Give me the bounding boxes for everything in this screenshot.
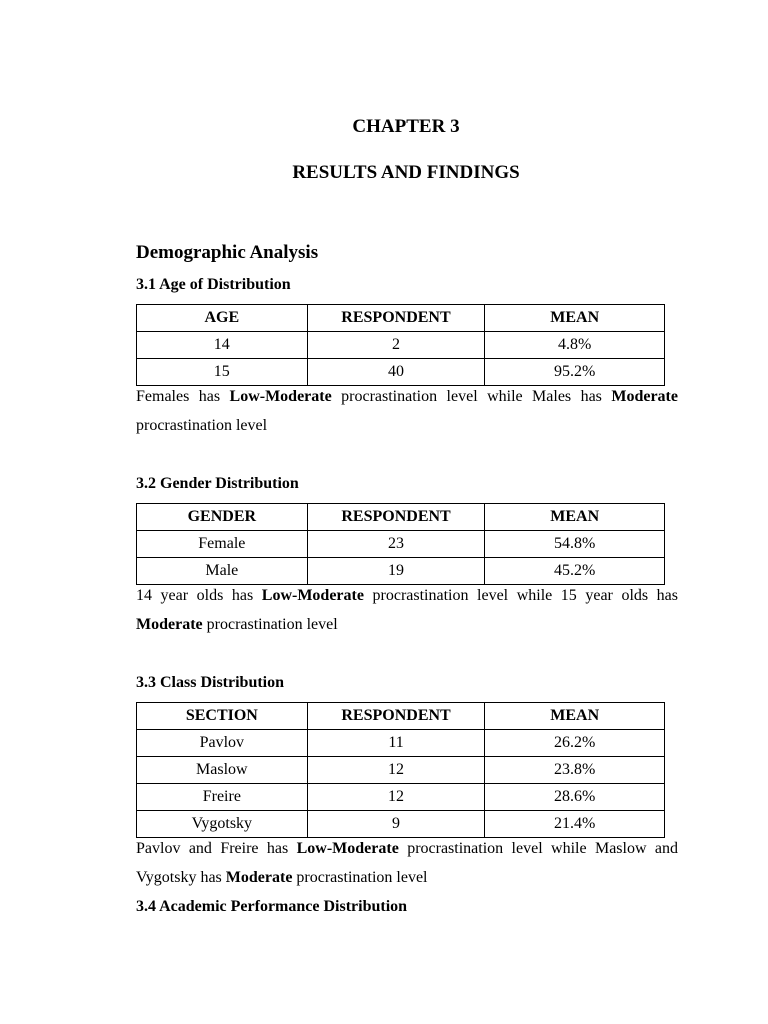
table-cell: Maslow (137, 757, 308, 784)
table-cell: 28.6% (485, 784, 665, 811)
note-text: 14 year olds has (136, 587, 262, 604)
class-distribution-note (136, 834, 678, 892)
column-header: RESPONDENT (307, 504, 485, 531)
note-emphasis: Moderate (225, 869, 293, 886)
note-emphasis: Low-Moderate (296, 840, 399, 857)
note-emphasis: Moderate (611, 388, 678, 405)
table-header-row (137, 305, 665, 332)
table-cell: 40 (307, 359, 485, 386)
note-emphasis: Low-Moderate (261, 587, 364, 604)
table-header-row (137, 703, 665, 730)
gender-distribution-heading: 3.2 Gender Distribution (136, 475, 299, 492)
table-cell: 12 (307, 757, 485, 784)
table-cell: 45.2% (485, 558, 665, 585)
note-text: procrastination level while Males has (331, 388, 612, 405)
chapter-title: RESULTS AND FINDINGS (292, 162, 520, 183)
note-text: procrastination level (202, 616, 338, 633)
column-header: GENDER (137, 504, 308, 531)
table-cell: 23 (307, 531, 485, 558)
column-header: MEAN (485, 504, 665, 531)
age-distribution-note (136, 382, 678, 440)
table-cell: 14 (137, 332, 308, 359)
gender-distribution-note (136, 581, 678, 639)
gender-distribution-table (136, 503, 665, 585)
table-cell: 12 (307, 784, 485, 811)
table-header-row (137, 504, 665, 531)
age-distribution-table (136, 304, 665, 386)
class-distribution-heading: 3.3 Class Distribution (136, 674, 285, 691)
note-text: procrastination level (136, 417, 268, 434)
table-cell: Male (137, 558, 308, 585)
table-cell: 11 (307, 730, 485, 757)
table-cell: 21.4% (485, 811, 665, 838)
class-distribution-table (136, 702, 665, 838)
table-row (137, 531, 665, 558)
table-cell: 23.8% (485, 757, 665, 784)
table-cell: 9 (307, 811, 485, 838)
column-header: RESPONDENT (307, 703, 485, 730)
table-cell: 95.2% (485, 359, 665, 386)
table-cell: Freire (137, 784, 308, 811)
note-text: procrastination level (292, 869, 428, 886)
section-heading: Demographic Analysis (136, 242, 319, 263)
note-text: procrastination level while 15 year olds has (363, 587, 679, 604)
table-cell: 26.2% (485, 730, 665, 757)
table-cell: 2 (307, 332, 485, 359)
note-text: Pavlov and Freire has (136, 840, 297, 857)
note-text: procrastination level while Maslow and Vygotsky has (136, 840, 679, 886)
table-cell: 19 (307, 558, 485, 585)
table-cell: 4.8% (485, 332, 665, 359)
table-cell: Pavlov (137, 730, 308, 757)
note-emphasis: Low-Moderate (229, 388, 332, 405)
column-header: RESPONDENT (307, 305, 485, 332)
note-emphasis: Moderate (136, 616, 203, 633)
column-header: SECTION (137, 703, 308, 730)
table-cell: 15 (137, 359, 308, 386)
chapter-heading: CHAPTER 3 (352, 116, 460, 137)
table-row (137, 332, 665, 359)
table-cell: 54.8% (485, 531, 665, 558)
age-distribution-heading: 3.1 Age of Distribution (136, 276, 291, 293)
table-row (137, 757, 665, 784)
column-header: MEAN (485, 305, 665, 332)
academic-performance-heading: 3.4 Academic Performance Distribution (136, 898, 408, 915)
column-header: AGE (137, 305, 308, 332)
table-row (137, 784, 665, 811)
table-cell: Female (137, 531, 308, 558)
column-header: MEAN (485, 703, 665, 730)
table-row (137, 730, 665, 757)
table-cell: Vygotsky (137, 811, 308, 838)
note-text: Females has (136, 388, 230, 405)
